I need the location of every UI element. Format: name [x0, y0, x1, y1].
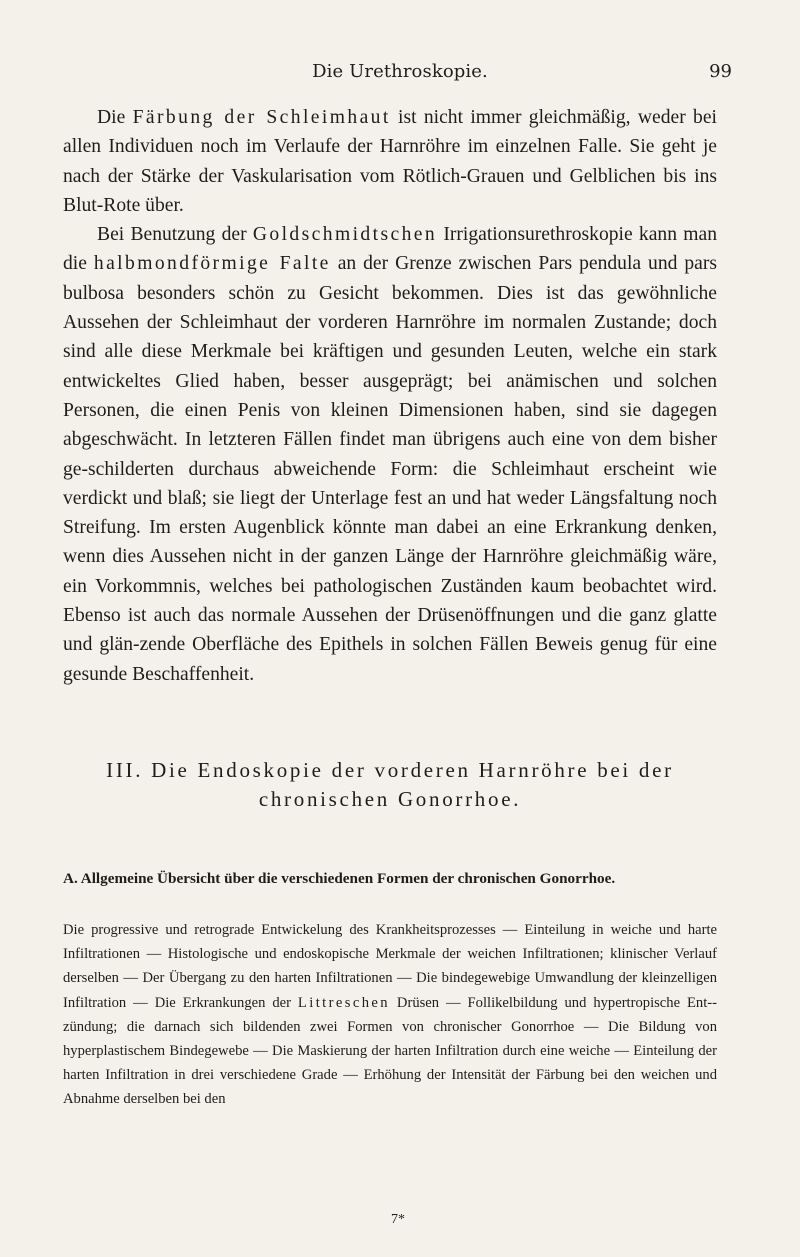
summary-text-c: Drüsen — Follikelbildung und hypertropische Ent-zündung; die darnach sich bildenden zwei Formen von chronischer Gonorrhoe — Die Bildung von hyperplastischem Bindegewebe — Die Maskierung der harten Infiltration durch eine weiche — Einteilung der harten Infiltration in drei verschiedene Grade — Erhöhung der Intensität der Färbung bei den weichen und Abnahme derselben bei den	[63, 994, 717, 1108]
paragraph-2-text-e: an der Grenze zwischen Pars pendula und pars bulbosa besonders schön zu Gesicht bekommen. Dies ist das gewöhnliche Aussehen der Schleimhaut der vorderen Harnröhre im normalen Zustande; doch sind alle diese Merkmale bei kräftigen und gesunden Leuten, welche ein stark entwickeltes Glied haben, besser ausgeprägt; bei anämischen und solchen Personen, die einen Penis von kleinen Dimensionen haben, sind sie dagegen abgeschwächt. In letzteren Fällen findet man übrigens auch eine von dem bisher ge-schilderten durchaus abweichende Form: die Schleimhaut erscheint wie verdickt und blaß; sie liegt der Unterlage fest an und hat weder Längsfaltung noch Streifung. Im ersten Augenblick könnte man dabei an eine Erkrankung denken, wenn dies Aussehen nicht in der ganzen Länge der Harnröhre gleichmäßig wäre, ein Vorkommnis, welches bei pathologischen Zuständen kaum beobachtet wird. Ebenso ist auch das normale Aussehen der Drüsenöffnungen und die ganz glatte und glän-zende Oberfläche des Epithels in solchen Fällen Beweis genug für eine gesunde Beschaffenheit.	[63, 253, 717, 685]
section-heading-line-1: III. Die Endoskopie der vorderen Harnröhre bei der	[106, 758, 674, 782]
body-text	[63, 103, 717, 689]
section-heading	[63, 756, 717, 814]
term-halbmondfoermige-falte: halbmondförmige Falte	[93, 253, 331, 275]
summary-text-a: Die progressive und retrograde Entwickelung des Krankheitsprozesses — Einteilung in weiche und harte Infiltrationen — Histologische und endoskopische Merkmale der weichen Infiltrationen; klinischer Verlauf derselben — Der Übergang zu den harten Infiltrationen — Die bindegewebige Umwandlung der kleinzelligen Infiltration — Die Erkrankungen der	[63, 922, 717, 1011]
sheet-signature: 7*	[391, 1212, 405, 1227]
term-faerbung-der-schleimhaut: Färbung der Schleimhaut	[132, 107, 391, 128]
paragraph-1-text-a: Die	[97, 107, 133, 128]
chapter-summary	[63, 918, 717, 1112]
name-goldschmidt: Goldschmidtschen	[252, 224, 438, 246]
running-title: Die Urethroskopie.	[312, 61, 488, 82]
paragraph-2-text-c: Irrigationsurethroskopie kann man die	[63, 224, 717, 275]
running-head	[0, 61, 800, 87]
page-number: 99	[709, 61, 732, 82]
subsection-heading: A. Allgemeine Übersicht über die verschiedenen Formen der chronischen Gonorrhoe.	[63, 870, 616, 887]
paragraph-1	[63, 103, 717, 220]
name-littre: Littreschen	[297, 994, 390, 1011]
summary-paragraph	[63, 918, 717, 1112]
section-heading-line-2: chronischen Gonorrhoe.	[258, 787, 522, 811]
paragraph-1-text-c: ist nicht immer gleichmäßig, weder bei allen Individuen noch im Verlaufe der Harnröhre im einzelnen Falle. Sie geht je nach der Stärke der Vaskularisation vom Rötlich-Grauen und Gelblichen bis ins Blut-Rote über.	[63, 107, 717, 216]
paragraph-2	[63, 220, 717, 689]
paragraph-2-text-a: Bei Benutzung der	[97, 224, 253, 246]
